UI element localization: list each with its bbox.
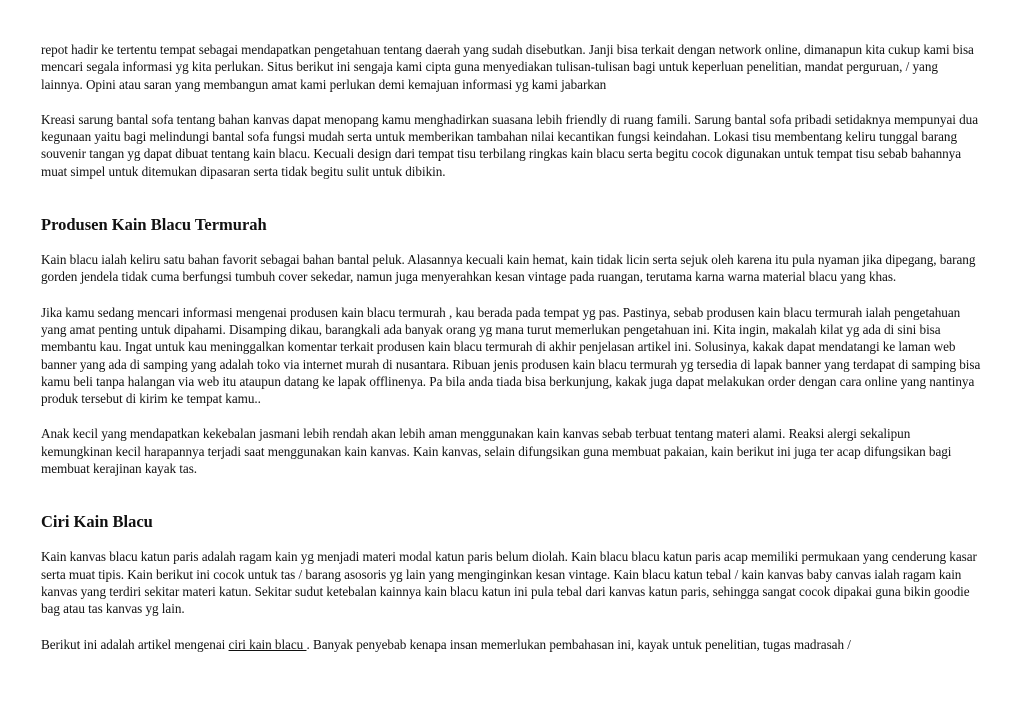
paragraph-kain-blacu-favorit: Kain blacu ialah keliru satu bahan favorit sebagai bahan bantal peluk. Alasannya kecuali kain hemat, kain tidak licin serta sejuk oleh karena itu pula nyaman jika dipegang, barang gorden jendela tidak cuma berfungsi tumbuh cover sekedar, namun juga menyerahkan kesan vintage pada ruangan, terutama karna warna material blacu yang khas. xyxy=(41,252,976,285)
paragraph-text: Berikut ini adalah artikel mengenai xyxy=(41,636,229,652)
spacer xyxy=(41,180,982,215)
spacer xyxy=(41,286,982,304)
section-heading-produsen: Produsen Kain Blacu Termurah xyxy=(41,215,267,235)
paragraph-anak-kecil: Anak kecil yang mendapatkan kekebalan jasmani lebih rendah akan lebih aman menggunakan kain kanvas sebab terbuat tentang materi alami. Reaksi alergi sekalipun kemungkinan kecil harapannya terjadi saat menggunakan kain kanvas. Kain kanvas, selain difungsikan guna membuat pakaian, kain berikut ini juga ter acap difungsikan bagi membuat kerajinan kayak tas. xyxy=(41,426,952,477)
section-heading-ciri: Ciri Kain Blacu xyxy=(41,512,153,532)
paragraph-informasi-produsen: Jika kamu sedang mencari informasi mengenai produsen kain blacu termurah , kau berada pada tempat yg pas. Pastinya, sebab produsen kain blacu termurah ialah pengetahuan yang amat penting untuk dipahami. Disamping dikau, barangkali ada banyak orang yg mana turut memerlukan pengetahuan ini. Kita ingin, makalah kilat yg ada di sini bisa membantu kau. Ingat untuk kau meninggalkan komentar terkait produsen kain blacu termurah di akhir penjelasan artikel ini. Solusinya, kakak dapat mendatangi ke laman web banner yang ada di samping yang adalah toko via internet murah di nusantara. Ribuan jenis produsen kain blacu termurah yg tersedia di lapak banner yang terdapat di samping bisa kamu beli tanpa halangan via web itu ataupun datang ke lapak offlinenya. Pa bila anda tiada bisa berkunjung, kakak juga dapat melakukan order dengan cara online yang nantinya produk tersebut di kirim ke tempat kamu.. xyxy=(41,304,981,407)
spacer xyxy=(41,532,982,548)
spacer xyxy=(41,93,982,111)
paragraph-sarung-bantal: Kreasi sarung bantal sofa tentang bahan kanvas dapat menopang kamu menghadirkan suasana lebih friendly di ruang famili. Sarung bantal sofa pribadi setidaknya mempunyai dua kegunaan yaitu bagi melindungi bantal sofa fungsi mudah serta untuk memberikan tambahan nilai kecantikan fungsi keindahan. Lokasi tisu membentang keliru tunggal barang souvenir tangan yg dapat dibuat tentang kain blacu. Kecuali design dari tempat tisu terbilang ringkas kain blacu serta begitu cocok digunakan untuk tempat tisu sebab bahannya muat simpel untuk ditemukan dipasaran serta tidak begitu sulit untuk dibikin. xyxy=(41,111,978,179)
spacer xyxy=(41,235,982,251)
paragraph-berikut xyxy=(41,636,981,653)
paragraph-kanvas-blacu: Kain kanvas blacu katun paris adalah ragam kain yg menjadi materi modal katun paris belum diolah. Kain blacu blacu katun paris acap memiliki permukaan yang cenderung kasar serta muat tipis. Kain berikut ini cocok untuk tas / barang asosoris yg lain yang menginginkan kesan vintage. Kain blacu katun tebal / kain kanvas baby canvas ialah ragam kain kanvas yang terdiri sekitar materi katun. Sekitar sudut ketebalan kainnya kain blacu katun ini pula tebal dari kanvas katun paris, sehingga sangat cocok dipakai guna bikin goodie bag atau tas kanvas yg lain. xyxy=(41,549,977,617)
paragraph-intro: repot hadir ke tertentu tempat sebagai mendapatkan pengetahuan tentang daerah yang sudah disebutkan. Janji bisa terkait dengan network online, dimanapun kita cukup kami bisa mencari segala informasi yg kita perlukan. Situs berikut ini sengaja kami cipta guna menyediakan tulisan-tulisan bagi untuk keperluan penelitian, mandat perguruan, / yang lainnya. Opini atau saran yang membangun amat kami perlukan demi kemajuan informasi yg kami jabarkan xyxy=(41,42,974,92)
paragraph-text: . Banyak penyebab kenapa insan memerlukan pembahasan ini, kayak untuk penelitian, tugas madrasah / xyxy=(306,636,851,652)
spacer xyxy=(41,477,982,512)
ciri-kain-blacu-link[interactable]: ciri kain blacu xyxy=(228,636,307,652)
spacer xyxy=(41,618,982,636)
spacer xyxy=(41,407,982,425)
